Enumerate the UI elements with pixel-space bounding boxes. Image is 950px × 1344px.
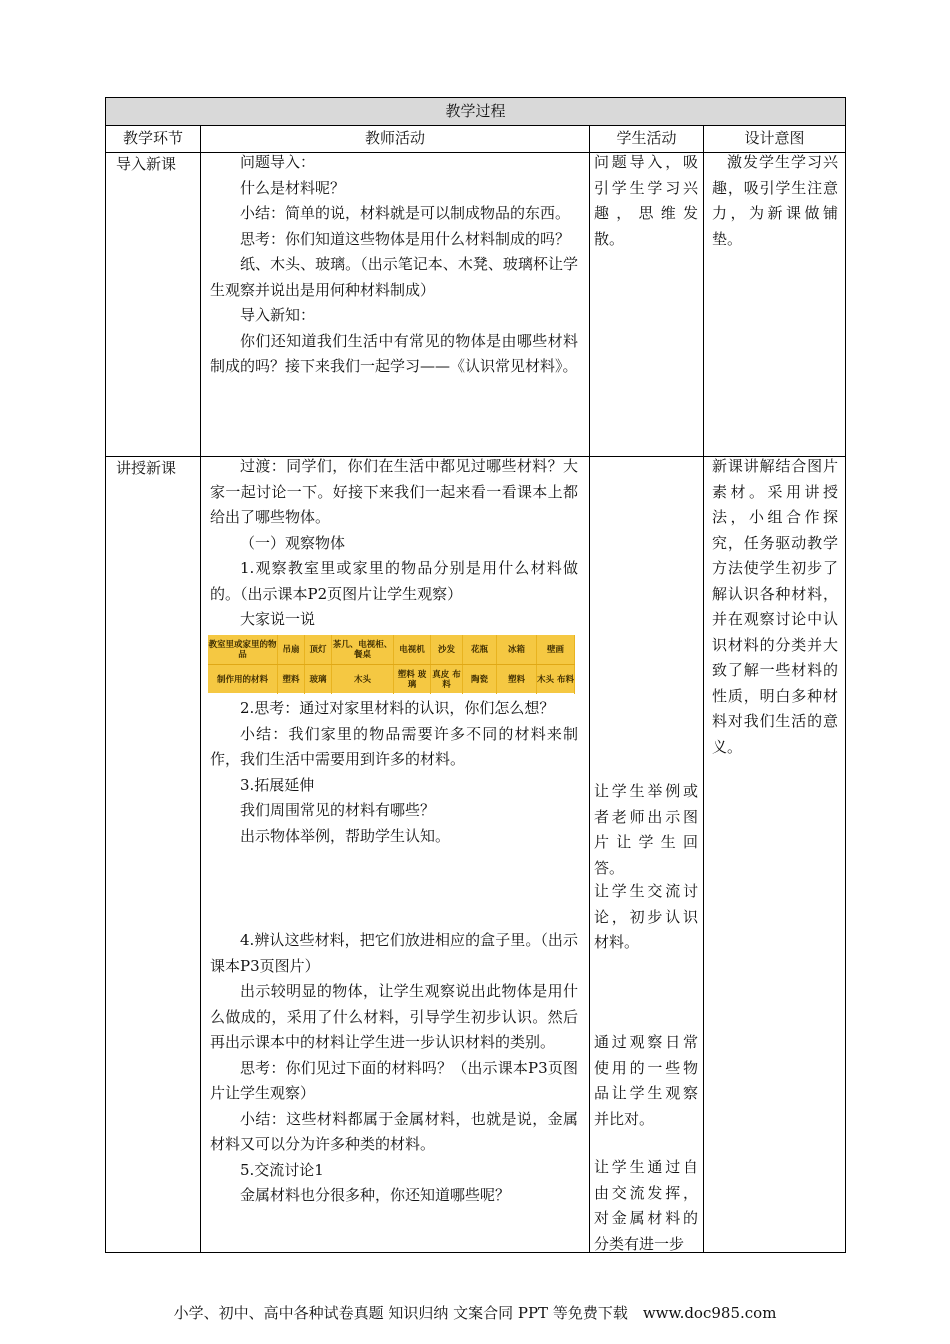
mini-cell: 塑料 xyxy=(278,665,305,694)
intent-text: 激发学生学习兴趣，吸引学生注意力，为新课做铺垫。 xyxy=(712,153,838,248)
mini-row-materials xyxy=(208,664,575,694)
paragraph: 小结：我们家里的物品需要许多不同的材料来制作，我们生活中需要用到许多的材料。 xyxy=(210,724,578,768)
stage-new-lesson: 讲授新课 xyxy=(116,459,177,477)
student-activity-3 xyxy=(594,1030,698,1132)
mini-cell: 吊扇 xyxy=(278,635,305,664)
mini-cell: 壁画 xyxy=(537,635,575,664)
student-text: 让学生举例或者老师出示图片让学生回答。 xyxy=(594,782,698,877)
paragraph: 1.观察教室里或家里的物品分别是用什么材料做的。（出示课本P2页图片让学生观察） xyxy=(210,559,578,603)
mini-cell: 木头 布料 xyxy=(537,665,575,694)
paragraph: 4.辨认这些材料，把它们放进相应的盒子里。（出示课本P3页图片） xyxy=(210,931,578,975)
header-student: 学生活动 xyxy=(616,129,677,147)
student-activity-1 xyxy=(594,779,698,881)
mini-cell: 顶灯 xyxy=(305,635,332,664)
student-text: 问题导入，吸引学生学习兴趣，思维发散。 xyxy=(594,153,698,248)
student-text: 让学生通过自由交流发挥，对金属材料的分类有进一步 xyxy=(594,1158,698,1253)
mini-cell: 电视机 xyxy=(394,635,431,664)
paragraph: 金属材料也分很多种，你还知道哪些呢？ xyxy=(240,1186,511,1204)
paragraph: 什么是材料呢？ xyxy=(240,178,346,197)
mini-row-items xyxy=(208,635,575,664)
paragraph: 出示较明显的物体，让学生观察说出此物体是用什么做成的，采用了什么材料，引导学生初步认识。然后再出示课本中的材料让学生进一步认识材料的类别。 xyxy=(210,982,578,1051)
mini-cell: 教室里或家里的物品 xyxy=(208,635,278,664)
mini-cell: 茶几、电视柜、餐桌 xyxy=(332,635,394,664)
header-stage: 教学环节 xyxy=(122,129,183,147)
paragraph: 2.思考：通过对家里材料的认识，你们怎么想？ xyxy=(240,699,555,717)
teacher-activity-part-b xyxy=(210,696,578,849)
student-activity-intro xyxy=(594,150,698,252)
table-title: 教学过程 xyxy=(445,102,506,120)
mini-cell: 木头 xyxy=(332,665,394,694)
paragraph: 导入新知： xyxy=(240,306,316,324)
paragraph: 小结：这些材料都属于金属材料，也就是说，金属材料又可以分为许多种类的材料。 xyxy=(210,1109,578,1153)
col-divider xyxy=(200,125,201,1252)
mini-cell: 真皮 布料 xyxy=(431,665,463,694)
paragraph: 过渡：同学们，你们在生活中都见过哪些材料？大家一起讨论一下。好接下来我们一起来看一看课本上都给出了哪些物体。 xyxy=(210,457,578,526)
materials-chart xyxy=(208,635,575,693)
student-activity-4 xyxy=(594,1155,698,1257)
mini-cell: 冰箱 xyxy=(497,635,537,664)
mini-cell: 陶瓷 xyxy=(463,665,497,694)
paragraph: 小结：简单的说，材料就是可以制成物品的东西。 xyxy=(240,204,571,222)
intent-text: 新课讲解结合图片素材。采用讲授法，小组合作探究，任务驱动教学方法使学生初步了解认识各种材料，并在观察讨论中认识材料的分类并大致了解一些材料的性质，明白多种材料对我们生活的意义。 xyxy=(712,457,838,756)
student-activity-2 xyxy=(594,879,698,956)
teacher-activity-part-a xyxy=(210,454,578,633)
paragraph: 大家说一说 xyxy=(240,610,316,628)
teacher-activity-intro xyxy=(210,150,578,380)
mini-cell: 花瓶 xyxy=(463,635,497,664)
mini-cell: 塑料 xyxy=(497,665,537,694)
paragraph: 问题导入： xyxy=(240,153,316,171)
col-divider xyxy=(703,125,704,1252)
header-intent: 设计意图 xyxy=(744,129,805,147)
teacher-activity-part-c xyxy=(210,928,578,1209)
page-footer: 小学、初中、高中各种试卷真题 知识归纳 文案合同 PPT 等免费下载 www.doc985.com xyxy=(173,1304,777,1322)
mini-cell: 制作用的材料 xyxy=(208,665,278,694)
student-text: 通过观察日常使用的一些物品让学生观察并比对。 xyxy=(594,1033,698,1128)
header-teacher: 教师活动 xyxy=(364,129,425,147)
mini-cell: 玻璃 xyxy=(305,665,332,694)
stage-intro: 导入新课 xyxy=(116,155,177,173)
paragraph: 你们还知道我们生活中有常见的物体是由哪些材料制成的吗？接下来我们一起学习——《认识常见材料》。 xyxy=(210,331,578,375)
student-text: 让学生交流讨论，初步认识材料。 xyxy=(594,882,698,951)
paragraph: 出示物体举例，帮助学生认知。 xyxy=(240,826,451,845)
paragraph: 纸、木头、玻璃。（出示笔记本、木凳、玻璃杯让学生观察并说出是用何种材料制成） xyxy=(210,255,578,299)
intent-new-lesson xyxy=(712,454,838,760)
paragraph: 5.交流讨论1 xyxy=(240,1160,324,1179)
mini-cell: 塑料 玻璃 xyxy=(394,665,431,694)
intent-intro xyxy=(712,150,838,252)
paragraph: （一）观察物体 xyxy=(240,533,346,552)
col-divider xyxy=(589,125,590,1252)
paragraph: 思考：你们知道这些物体是用什么材料制成的吗？ xyxy=(240,229,571,248)
paragraph: 3.拓展延伸 xyxy=(240,775,315,794)
paragraph: 我们周围常见的材料有哪些？ xyxy=(240,801,436,819)
mini-cell: 沙发 xyxy=(431,635,463,664)
paragraph: 思考：你们见过下面的材料吗？（出示课本P3页图片让学生观察） xyxy=(210,1058,578,1102)
